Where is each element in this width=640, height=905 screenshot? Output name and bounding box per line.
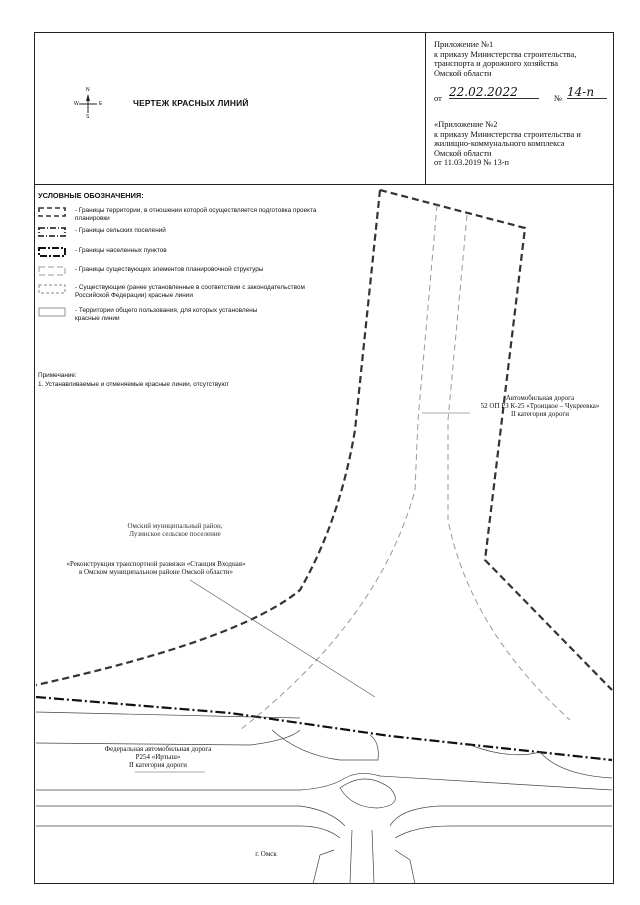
legend-item-text: - Границы территории, в отношении которой осуществляется подготовка проекта планировки	[75, 207, 317, 222]
legend-item-text: - Границы сельских поселений	[75, 227, 166, 234]
highway-edge	[395, 826, 612, 838]
highway-edge	[36, 773, 612, 790]
compass-e: E	[99, 101, 103, 107]
highway-edge	[36, 826, 340, 838]
appendix-2-line4: Омской области	[434, 148, 492, 158]
appendix-1-line4: Омской области	[434, 68, 492, 78]
legend-item-text: - Существующие (ранее установленные в соответствии с законодательством Российской Федерации) красные линии	[75, 284, 305, 299]
appendix-2-line2: к приказу Министерства строительства и	[434, 129, 581, 139]
note-heading: Примечание:	[38, 372, 77, 379]
south-road	[372, 830, 374, 884]
appendix-1-date: 22.02.2022	[449, 88, 539, 99]
territory-boundary	[36, 190, 380, 685]
south-road	[350, 830, 352, 884]
note-text: 1. Устанавливаемые и отменяемые красные линии, отсутствуют	[38, 381, 229, 388]
appendix-2-line5: от 11.03.2019 № 13-п	[434, 158, 510, 168]
district-label-line2: Лузинское сельское поселение	[129, 530, 221, 539]
road2-label-line2: Р254 «Иртыш»	[135, 753, 181, 762]
compass-w: W	[74, 101, 79, 107]
highway-edge	[36, 806, 345, 826]
project-label-line2: в Омском муниципальном районе Омской области»	[78, 568, 234, 577]
road1-label-line1: Автомобильная дорога	[505, 394, 575, 402]
appendix-2-line1: «Приложение №2	[434, 120, 498, 129]
appendix-2-line3: жилищно-коммунального комплекса	[434, 139, 565, 149]
project-label-line1: «Реконструкция транспортной развязки «Станция Входная»	[66, 560, 246, 568]
red-line	[448, 215, 570, 720]
appendix-1-line1: Приложение №1	[434, 40, 494, 49]
drawing-title: ЧЕРТЕЖ КРАСНЫХ ЛИНИЙ	[133, 98, 249, 108]
ramp	[272, 730, 378, 760]
road2-label-line1: Федеральная автомобильная дорога	[104, 745, 212, 753]
south-road	[313, 850, 334, 884]
appendix-1-number: 14-п	[567, 88, 607, 99]
appendix-1-line3: транспорта и дорожного хозяйства	[434, 59, 558, 69]
project-label	[38, 560, 274, 576]
leader-line	[190, 580, 375, 697]
district-label	[100, 522, 250, 538]
south-road	[395, 850, 415, 884]
district-label-line1: Омский муниципальный район,	[127, 522, 223, 530]
road1-label-line2: 52 ОП РЗ К-25 «Троицкое – Чукреевка»	[480, 402, 600, 411]
compass-n: N	[86, 87, 90, 93]
legend-heading: УСЛОВНЫЕ ОБОЗНАЧЕНИЯ:	[38, 191, 144, 200]
road1-label	[470, 394, 610, 419]
legend-item-text: - Границы населенных пунктов	[75, 247, 167, 254]
ramp	[470, 745, 540, 755]
highway-edge	[390, 806, 612, 826]
red-line	[240, 205, 437, 730]
highway-edge	[36, 730, 300, 745]
compass-s: S	[86, 114, 90, 120]
territory-boundary	[380, 190, 612, 690]
appendix-1-line2: к приказу Министерства строительства,	[434, 49, 577, 59]
city-label: г. Омск	[255, 850, 277, 858]
road1-label-line3: II категория дороги	[511, 410, 569, 419]
road2-label	[96, 745, 220, 770]
road2-label-line3: II категория дороги	[129, 761, 187, 770]
appendix-1-from-label: от	[434, 94, 442, 103]
legend-item-text: - Территории общего пользования, для которых установлены красные линии	[75, 307, 258, 322]
legend-item-text: - Границы существующих элементов планировочной структуры	[75, 266, 264, 273]
appendix-1-number-label: №	[554, 94, 562, 103]
overpass	[340, 779, 395, 808]
